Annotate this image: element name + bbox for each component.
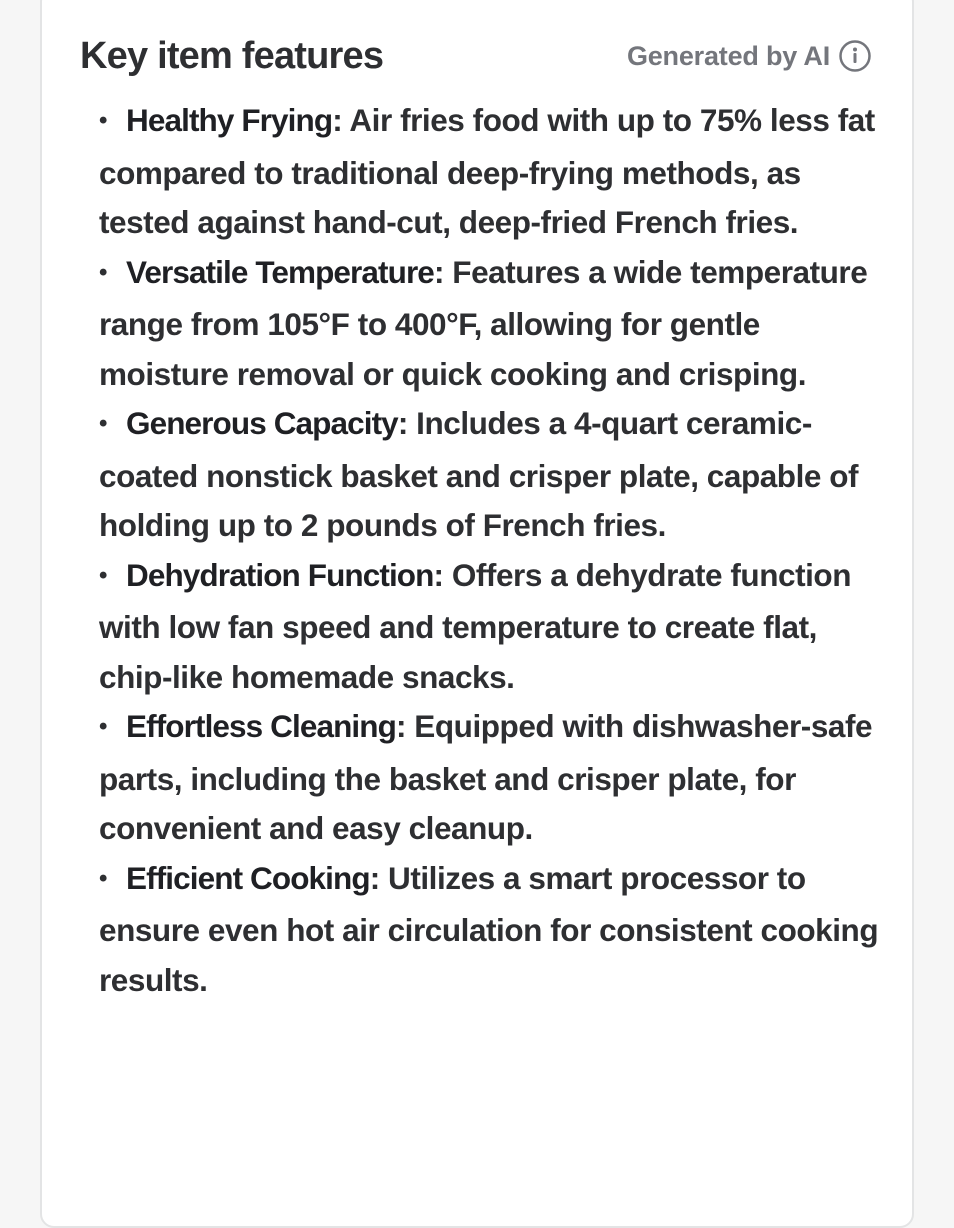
info-circle-icon[interactable] bbox=[838, 39, 872, 73]
feature-description: : Offers a dehydrate function with low fan speed and temperature to create flat, chip-like homemade snacks. bbox=[99, 556, 852, 695]
section-title: Key item features bbox=[80, 35, 384, 77]
feature-item-healthy-frying bbox=[99, 96, 889, 248]
bullet-icon: • bbox=[99, 258, 107, 286]
feature-name: Healthy Frying bbox=[126, 102, 333, 138]
feature-name: Generous Capacity bbox=[126, 405, 398, 441]
key-features-card bbox=[40, 0, 914, 1228]
card-header bbox=[80, 32, 872, 80]
feature-name: Dehydration Function bbox=[126, 556, 434, 593]
feature-name: Efficient Cooking bbox=[126, 859, 370, 896]
feature-description: : Utilizes a smart processor to ensure even hot air circulation for consistent cooking results. bbox=[99, 859, 879, 998]
generated-by-ai-badge[interactable] bbox=[627, 36, 872, 76]
feature-description: : Features a wide temperature range from 105°F to 400°F, allowing for gentle moisture removal or quick cooking and crisping. bbox=[99, 253, 868, 392]
feature-description: : Includes a 4-quart ceramic-coated nonstick basket and crisper plate, capable of holding up to 2 pounds of French fries. bbox=[99, 405, 859, 543]
feature-item-effortless-cleaning bbox=[99, 702, 889, 854]
generated-by-ai-label: Generated by AI bbox=[626, 40, 830, 71]
feature-name: Effortless Cleaning bbox=[126, 708, 396, 744]
feature-item-generous-capacity bbox=[99, 399, 889, 551]
bullet-icon: • bbox=[99, 713, 107, 740]
feature-item-efficient-cooking bbox=[99, 854, 889, 1006]
bullet-icon: • bbox=[99, 410, 107, 437]
feature-item-versatile-temperature bbox=[99, 248, 889, 400]
bullet-icon: • bbox=[99, 864, 107, 892]
bullet-icon: • bbox=[99, 107, 107, 134]
feature-description: : Air fries food with up to 75% less fat compared to traditional deep-frying methods, as tested against hand-cut, deep-fried French fries. bbox=[99, 102, 875, 240]
feature-name: Versatile Temperature bbox=[126, 253, 434, 290]
bullet-icon: • bbox=[99, 561, 107, 589]
features-list bbox=[99, 96, 889, 1005]
feature-item-dehydration-function bbox=[99, 551, 889, 703]
feature-description: : Equipped with dishwasher-safe parts, including the basket and crisper plate, for convenient and easy cleanup. bbox=[99, 708, 873, 846]
